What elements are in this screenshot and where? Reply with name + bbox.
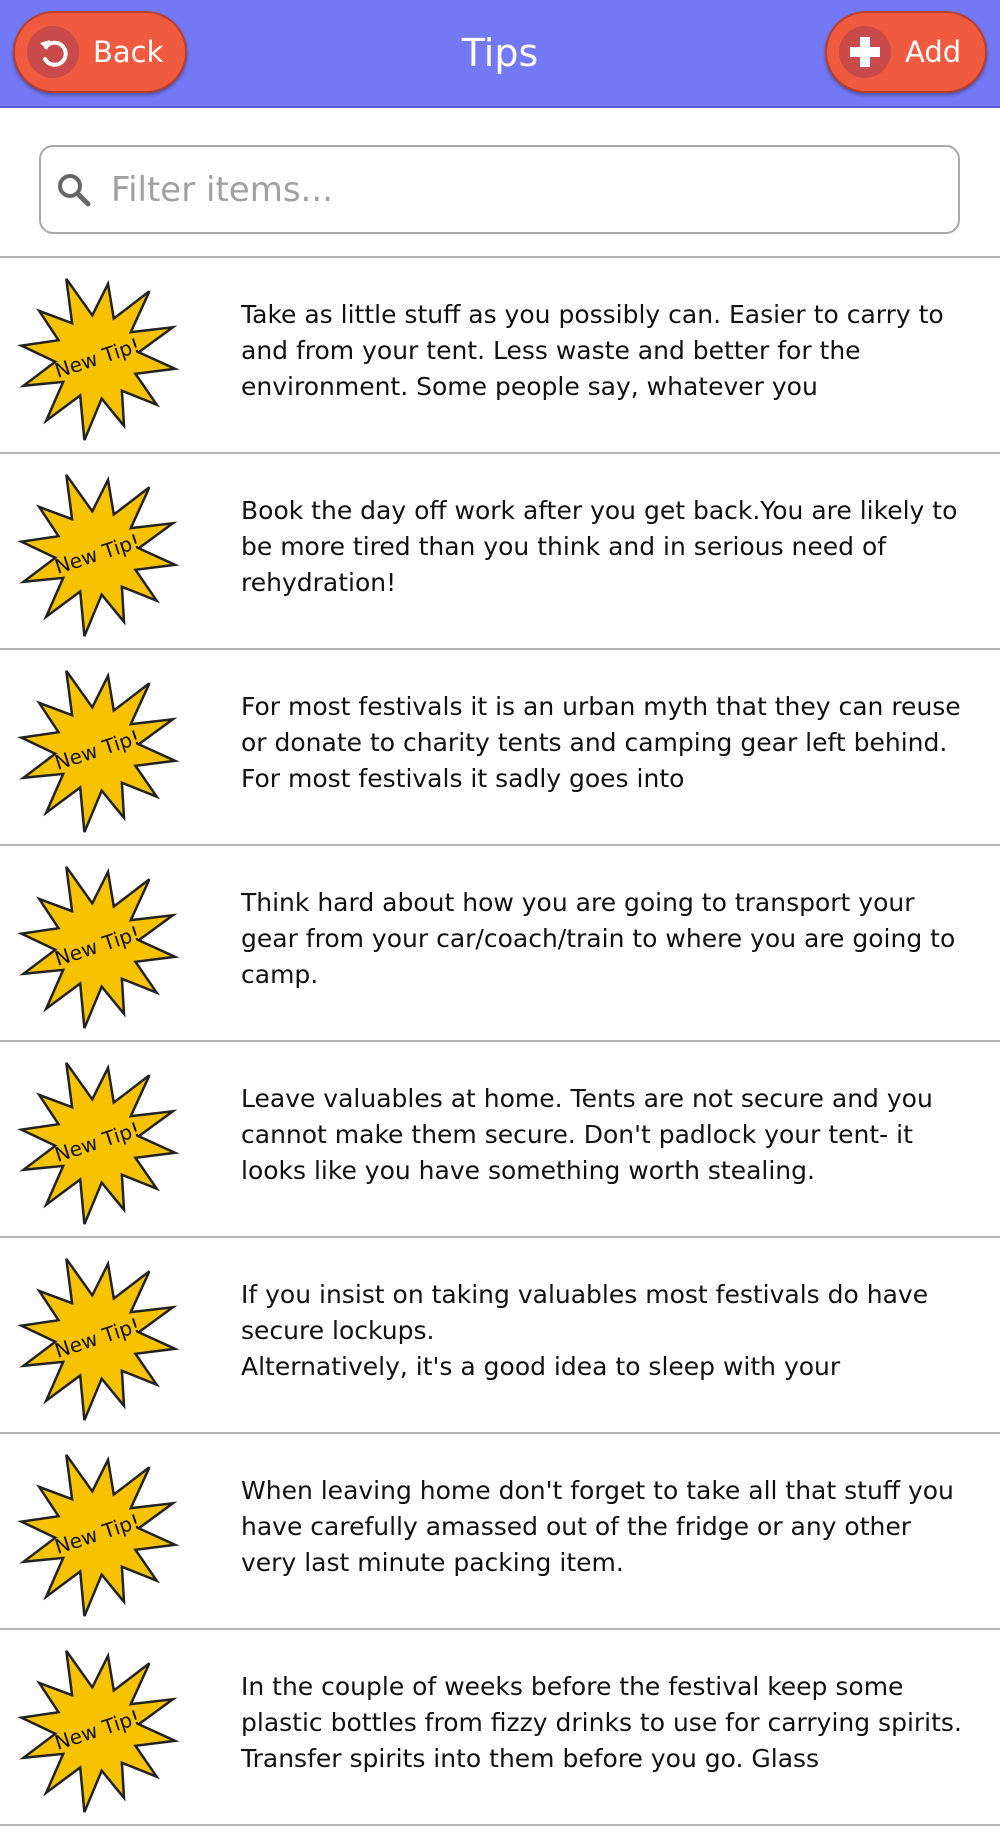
tip-text: When leaving home don't forget to take all that stuff you have carefully amassed out of the fridge or any other very last minute packing item. [241,1476,954,1577]
new-tip-badge-label: New Tip! [51,332,143,383]
tip-row[interactable] [0,1042,1000,1238]
new-tip-badge-icon [12,1252,182,1422]
new-tip-badge-label: New Tip! [51,1116,143,1167]
tip-row[interactable] [0,1238,1000,1434]
tips-list [0,258,1000,1826]
tip-row[interactable] [0,650,1000,846]
add-button-label: Add [905,35,962,69]
new-tip-badge-label: New Tip! [51,724,143,775]
tip-text: Take as little stuff as you possibly can. Easier to carry to and from your tent. Less waste and better for the environment. Some people say, whatever you [241,300,944,401]
new-tip-badge-label: New Tip! [51,1508,143,1559]
tip-text: For most festivals it is an urban myth that they can reuse or donate to charity tents and camping gear left behind. For most festivals it sadly goes into [241,692,961,793]
header-bar [0,0,1000,108]
tip-text: Think hard about how you are going to transport your gear from your car/coach/train to where you are going to camp. [241,888,956,989]
new-tip-badge-icon [12,664,182,834]
new-tip-badge-icon [12,1056,182,1226]
search-bar [0,108,1000,258]
tip-text: Leave valuables at home. Tents are not secure and you cannot make them secure. Don't padlock your tent- it looks like you have something worth stealing. [241,1084,933,1185]
new-tip-badge-label: New Tip! [51,920,143,971]
tip-text: If you insist on taking valuables most festivals do have secure lockups. Alternatively, it's a good idea to sleep with your [241,1280,929,1381]
search-box[interactable] [39,145,960,234]
tip-row[interactable] [0,454,1000,650]
tip-text: Book the day off work after you get back.You are likely to be more tired than you think and in serious need of rehydration! [241,496,958,597]
tip-row[interactable] [0,846,1000,1042]
new-tip-badge-label: New Tip! [51,1704,143,1755]
tip-row[interactable] [0,1630,1000,1826]
page-title: Tips [461,31,539,75]
new-tip-badge-icon [12,1644,182,1814]
search-icon [55,171,93,209]
tip-row[interactable] [0,258,1000,454]
new-tip-badge-label: New Tip! [51,528,143,579]
search-input[interactable] [109,169,913,211]
plus-icon [839,26,891,78]
new-tip-badge-label: New Tip! [51,1312,143,1363]
tip-row[interactable] [0,1434,1000,1630]
new-tip-badge-icon [12,272,182,442]
add-button[interactable] [825,11,987,93]
tip-text: In the couple of weeks before the festival keep some plastic bottles from fizzy drinks to use for carrying spirits. Transfer spirits into them before you go. Glass [241,1672,962,1773]
new-tip-badge-icon [12,860,182,1030]
new-tip-badge-icon [12,1448,182,1618]
new-tip-badge-icon [12,468,182,638]
back-arrow-icon [27,26,79,78]
back-button[interactable] [13,11,187,93]
back-button-label: Back [93,35,164,69]
